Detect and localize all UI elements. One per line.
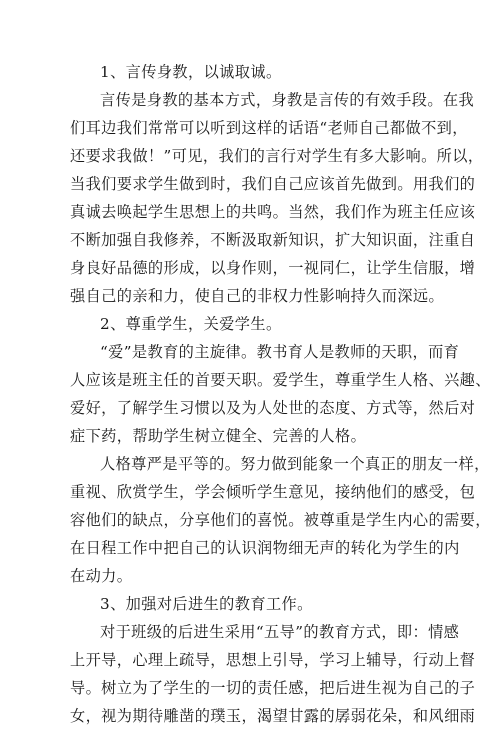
paragraph-line: 容他们的缺点，分享他们的喜悦。被尊重是学生内心的需要， — [70, 511, 491, 529]
paragraph-line: 女，视为期待雕凿的璞玉，渴望甘露的孱弱花朵，和风细雨 — [70, 707, 476, 725]
paragraph-line: 真诚去唤起学生思想上的共鸣。当然，我们作为班主任应该 — [70, 203, 476, 221]
paragraph-line: 还要求我做！”可见，我们的言行对学生有多大影响。所以， — [70, 147, 484, 165]
heading-1: 1、言传身教，以诚取诚。 — [100, 63, 282, 81]
paragraph-line: 人应该是班主任的首要天职。爱学生，尊重学生人格、兴趣、 — [70, 371, 491, 389]
paragraph-line: 导。树立为了学生的一切的责任感，把后进生视为自己的子 — [70, 679, 476, 697]
paragraph-line: 对于班级的后进生采用“五导”的教育方式，即：情感 — [100, 623, 460, 641]
paragraph-line: 强自己的亲和力，使自己的非权力性影响持久而深远。 — [70, 287, 445, 305]
heading-2: 2、尊重学生，关爱学生。 — [100, 315, 282, 333]
paragraph-line: 人格尊严是平等的。努力做到能象一个真正的朋友一样， — [100, 455, 490, 473]
paragraph-line: 在日程工作中把自己的认识润物细无声的转化为学生的内 — [70, 539, 460, 557]
paragraph-line: 们耳边我们常常可以听到这样的话语“老师自己都做不到， — [70, 119, 468, 137]
paragraph-line: “爱”是教育的主旋律。教书育人是教师的天职，而育 — [100, 343, 460, 361]
paragraph-line: 不断加强自我修养，不断汲取新知识，扩大知识面，注重自 — [70, 231, 476, 249]
paragraph-line: 爱好，了解学生习惯以及为人处世的态度、方式等，然后对 — [70, 399, 476, 417]
heading-3: 3、加强对后进生的教育工作。 — [100, 595, 313, 613]
paragraph-line: 当我们要求学生做到时，我们自己应该首先做到。用我们的 — [70, 175, 476, 193]
paragraph-line: 在动力。 — [70, 567, 133, 585]
paragraph-line: 上开导，心理上疏导，思想上引导，学习上辅导，行动上督 — [70, 651, 476, 669]
paragraph-line: 言传是身教的基本方式，身教是言传的有效手段。在我 — [100, 91, 475, 109]
paragraph-line: 身良好品德的形成，以身作则，一视同仁，让学生信服，增 — [70, 259, 476, 277]
paragraph-line: 重视、欣赏学生，学会倾听学生意见，接纳他们的感受，包 — [70, 483, 476, 501]
paragraph-line: 症下药，帮助学生树立健全、完善的人格。 — [70, 427, 367, 445]
